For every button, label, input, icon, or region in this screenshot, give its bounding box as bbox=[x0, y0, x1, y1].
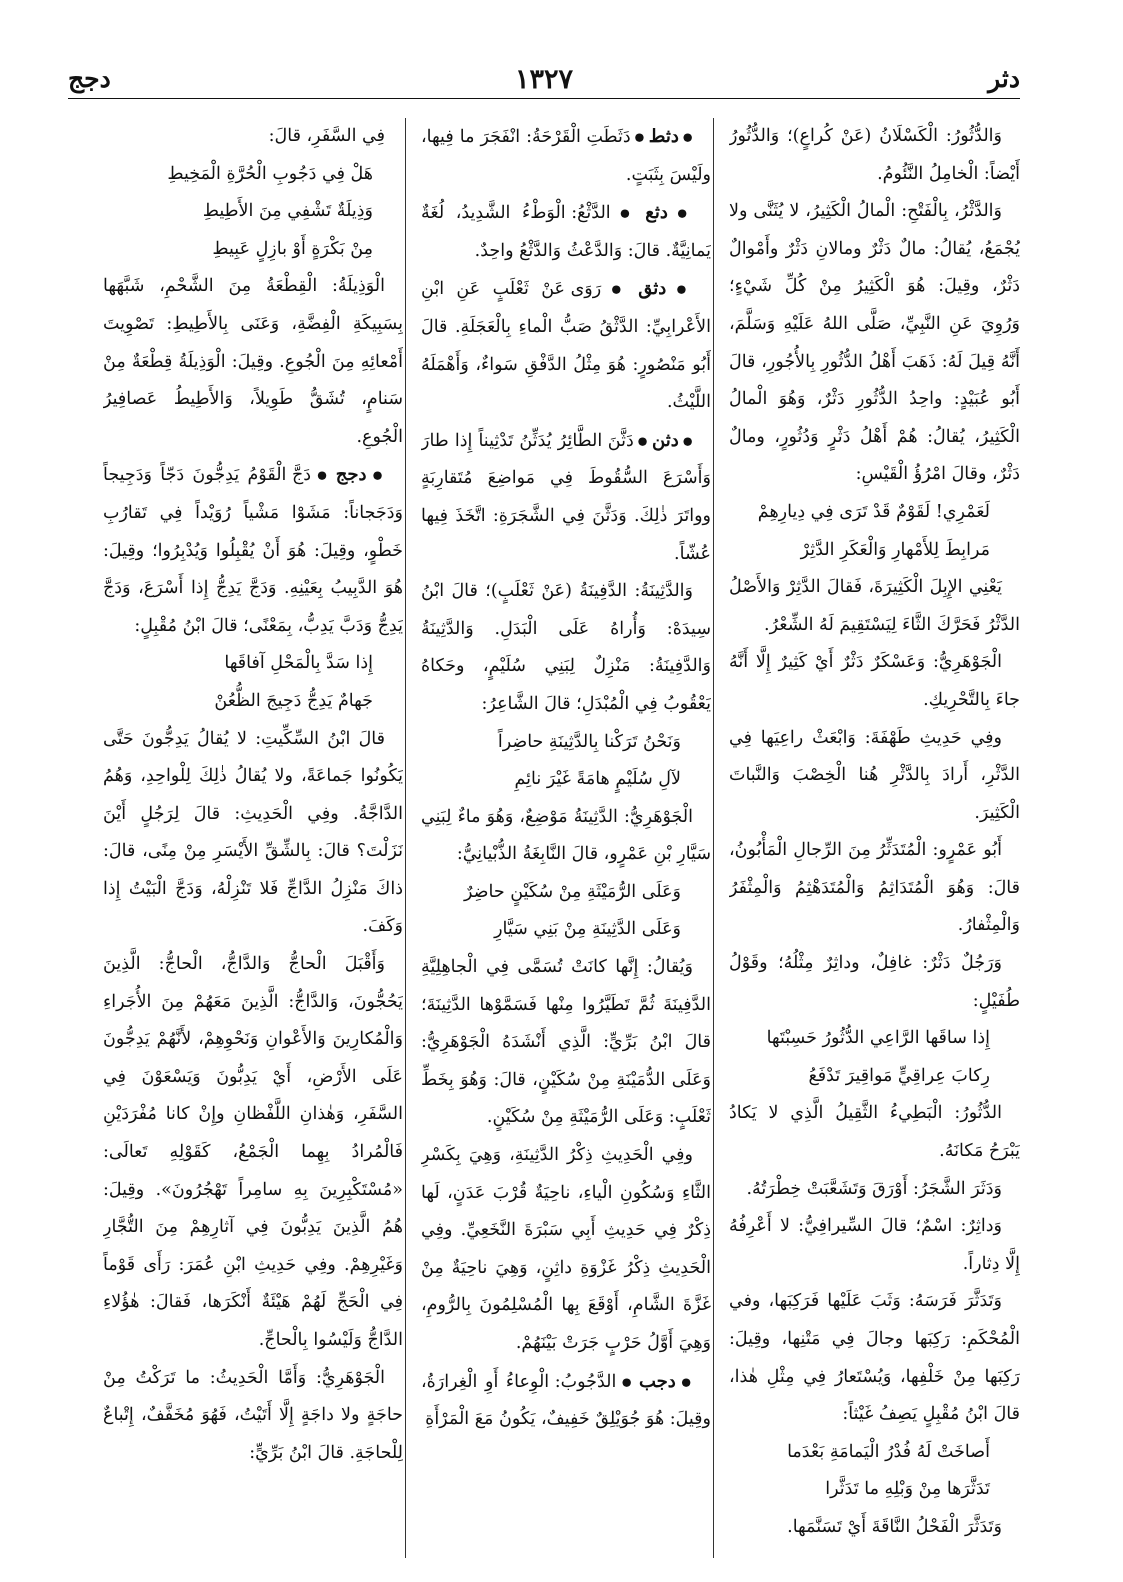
entry-marker-icon: ● bbox=[366, 469, 385, 483]
entry-marker-icon: ● bbox=[675, 1375, 693, 1389]
definition-paragraph: فِي السَّفَرِ، قالَ: bbox=[268, 126, 385, 146]
entry-separator-icon: ● bbox=[601, 283, 639, 297]
poetry-line: وَذِيلَةٌ تَشْفِي مِنَ الأَطِيطِ bbox=[202, 201, 373, 222]
definition-paragraph: وَالدَّثْرُ، بِالْفَتْحِ: الْمالُ الْكَثِيرُ، لا يُثَنَّى ولا يُجْمَعُ، يُقالُ: مالٌ دَثْرٌ ومالانِ دَثْرٌ وأَمْوالٌ دَثْرٌ، وقِيلَ: هُوَ الْكَثِيرُ مِنْ كُلِّ شَيْءٍ؛ وَرُوِيَ عَنِ النَّبِيِّ، صَلَّى اللهُ عَلَيْهِ وَسَلَّمَ، أَنَّهُ قِيلَ لَهُ: ذَهَبَ أَهْلُ الدُّثُورِ بِالأُجُورِ، قالَ أَبُو عُبَيْدٍ: واحِدُ الدُّثُورِ دَثْرٌ، وَهُوَ الْمالُ الْكَثِيرُ، يُقالُ: هُمْ أَهْلُ دَثْرٍ وَدُثُورٍ، ومالٌ دَثْرٌ، وقالَ امْرُؤُ الْقَيْسِ: bbox=[729, 201, 1020, 485]
page-header bbox=[68, 64, 1020, 100]
page-number: ١٣٢٧ bbox=[514, 64, 574, 95]
poetry-line: لآلِ سُلَيْمٍ هامَةً غَيْرَ نائِمِ bbox=[514, 769, 681, 790]
text-column-right bbox=[729, 118, 1020, 1558]
running-headword-left: دجج bbox=[68, 64, 111, 93]
entry-marker-icon: ● bbox=[666, 283, 693, 297]
definition-paragraph: وَداثِرٌ: اسْمٌ؛ قالَ السِّيرافِيُّ: لا أَعْرِفُهُ إِلَّا دِثاراً. bbox=[729, 1216, 1020, 1274]
entry-separator-icon: ● bbox=[630, 130, 649, 144]
entry-root-word: دثن bbox=[652, 429, 679, 451]
definition-paragraph: وَيُقالُ: إِنَّها كانَتْ تُسَمَّى فِي الْجاهِلِيَّةِ الدَّفِينَةَ ثُمَّ تَطَيَّرُوا مِنْها فَسَمَّوْها الدَّثِينَةَ؛ قالَ ابْنُ بَرِّيٍّ: الَّذِي أَنْشَدَهُ الْجَوْهَرِيُّ: وَعَلَى الدُّمَيْنَةِ مِنْ سُكَيْنٍ، قالَ: وَهُوَ بِخَطِّ ثَعْلَبٍ: وَعَلَى الرُّمَيْثَةِ مِنْ سُكَيْنٍ. bbox=[421, 957, 711, 1128]
poetry-line: لَعَمْرِي! لَقَوْمٌ قَدْ تَرَى فِي دِيارِهِمْ bbox=[757, 501, 990, 522]
poetry-line: هَلْ فِي دَجُوبِ الْحُرَّةِ الْمَخِيطِ bbox=[167, 163, 373, 184]
definition-paragraph: وَرَجُلٌ دَثْرٌ: غافِلٌ، وداثِرٌ مِثْلُهُ؛ وقَوْلُ طُفَيْلٍ: bbox=[729, 953, 1020, 1011]
header-rule bbox=[68, 98, 1020, 99]
definition-paragraph: وفِي الْحَدِيثِ ذِكْرُ الدَّثِينَةِ، وَهِيَ بِكَسْرِ الثَّاءِ وَسُكُونِ الْياءِ، ناحِيَةٌ قُرْبَ عَدَنٍ، لَها ذِكْرٌ فِي حَدِيثِ أَبِي سَبْرَةَ النَّخَعِيِّ. وفِي الْحَدِيثِ ذِكْرُ غَزْوَةِ داثِنٍ، وَهِيَ ناحِيَةٌ مِنْ غَزَّةَ الشَّامِ، أَوْقَعَ بِها الْمُسْلِمُونَ بِالرُّومِ، وَهِيَ أَوَّلُ حَرْبٍ جَرَتْ بَيْنَهُمْ. bbox=[421, 1145, 711, 1353]
entry-separator-icon: ● bbox=[311, 469, 336, 483]
poetry-line: رِكابَ عِراقِيٍّ مَواقِيرَ تَدْفَعُ bbox=[808, 1065, 990, 1086]
entry-root-word: دجج bbox=[335, 464, 367, 486]
entry-text: الدَّثْعُ: الْوَطْءُ الشَّدِيدُ، لُغَةٌ يَمانِيَّةٌ. قالَ: وَالدَّعْثُ وَالدَّثْعُ واحِدٌ. bbox=[421, 203, 711, 261]
column-separator-right bbox=[713, 118, 714, 1558]
poetry-line: أَصاخَتْ لَهُ فُدْرُ الْيَمامَةِ بَعْدَما bbox=[787, 1441, 990, 1462]
entry-root-word: دثق bbox=[638, 278, 667, 300]
dictionary-entry bbox=[103, 456, 403, 645]
definition-paragraph: الدُّثُورُ: الْبَطِيءُ الثَّقِيلُ الَّذِي لا يَكادُ يَبْرَحُ مَكانَهُ. bbox=[729, 1103, 1020, 1162]
definition-paragraph: وَتَدَثَّرَ الْفَحْلُ النَّاقَةَ أَيْ تَسَنَّمَها. bbox=[787, 1516, 1002, 1537]
definition-paragraph: الْوَذِيلَةُ: الْقِطْعَةُ مِنَ الشَّحْمِ، شَبَّهَها بِسَبِيكَةِ الْفِضَّةِ، وَعَنَى بِالأَطِيطِ: تَصْوِيتَ أَمْعائِهِ مِنَ الْجُوعِ. وقِيلَ: الْوَذِيلَةُ قِطْعَةٌ مِنْ سَنامٍ، تُشَقُّ طَوِيلاً، وَالأَطِيطُ عَصافِيرُ الْجُوعِ. bbox=[103, 276, 403, 447]
entry-separator-icon: ● bbox=[616, 1375, 639, 1389]
poetry-line: مَرابِطَ لِلأَمْهارِ وَالْعَكَرِ الدَّثِرْ bbox=[800, 539, 990, 560]
column-separator-left bbox=[405, 118, 406, 1558]
definition-paragraph: وَالدَّثِينَةُ: الدَّفِينَةُ (عَنْ ثَعْلَبٍ)؛ قالَ ابْنُ سِيدَهْ: وَأُراهُ عَلَى الْبَدَلِ. وَالدَّثِينَةُ وَالدَّفِينَةُ: مَنْزِلٌ لِبَنِي سُلَيْمٍ، وحَكاهُ يَعْقُوبُ فِي الْمُبْدَلِ؛ قالَ الشَّاعِرُ: bbox=[421, 581, 711, 714]
poetry-line: وَنَحْنُ تَرَكْنا بِالدَّثِينَةِ حاضِراً bbox=[497, 731, 681, 752]
dictionary-entry bbox=[421, 1363, 711, 1439]
definition-paragraph: وَتَدَثَّرَ فَرَسَهُ: وَثَبَ عَلَيْها فَرَكِبَها، وفي الْمُحْكَمِ: رَكِبَها وجالَ فِي مَتْنِها، وقِيلَ: رَكِبَها مِنْ خَلْفِها، وَيُسْتَعارُ فِي مِثْلِ هٰذا، قالَ ابْنُ مُقْبِلٍ يَصِفُ غَيْثاً: bbox=[729, 1291, 1020, 1425]
entry-root-word: دثط bbox=[648, 126, 679, 147]
entry-marker-icon: ● bbox=[678, 434, 693, 448]
definition-paragraph: وَأَقْبَلَ الْحاجُّ وَالدَّاجُّ، الْحاجُّ: الَّذِينَ يَحُجُّونَ، وَالدَّاجُّ: الَّذِينَ مَعَهُمْ مِنَ الأُجَراءِ وَالْمُكارِينَ وَالأَعْوانِ وَنَحْوِهِمْ، لأَنَّهُمْ يَدِجُّونَ عَلَى الأَرْضِ، أَيْ يَدِبُّونَ وَيَسْعَوْنَ فِي السَّفَرِ، وَهٰذانِ اللَّفْظانِ وإِنْ كانا مُفْرَدَيْنِ فَالْمُرادُ بِهِما الْجَمْعُ، كَقَوْلِهِ تَعالَى: «مُسْتَكْبِرِينَ بِهِ سامِراً تَهْجُرُونَ». وقِيلَ: هُمُ الَّذِينَ يَدِبُّونَ فِي آثارِهِمْ مِنَ التُّجَّارِ وَغَيْرِهِمْ. وفِي حَدِيثِ ابْنِ عُمَرَ: رَأَى قَوْماً فِي الْحَجِّ لَهُمْ هَيْئَةٌ أَنْكَرَها، فَقالَ: هٰؤُلاءِ الدَّاجُّ وَلَيْسُوا بِالْحاجِّ. bbox=[103, 954, 403, 1350]
entry-marker-icon: ● bbox=[667, 206, 693, 220]
text-column-middle bbox=[421, 118, 711, 1558]
poetry-line: تَدَثَّرَها مِنْ وَبْلِهِ ما تَدَثَّرا bbox=[825, 1479, 990, 1500]
entry-root-word: دثع bbox=[645, 202, 668, 224]
dictionary-entry bbox=[421, 270, 711, 421]
entry-root-word: دجب bbox=[639, 1370, 676, 1392]
running-headword-right: دثر bbox=[988, 64, 1020, 93]
poetry-line: جَهامٌ يَدِجُّ دَجِيجَ الظُّعُنْ bbox=[214, 690, 373, 711]
definition-paragraph: قالَ ابْنُ السِّكِّيتِ: لا يُقالُ يَدِجُّونَ حَتَّى يَكُونُوا جَماعَةً، ولا يُقالُ ذٰلِكَ لِلْواحِدِ، وَهُمُ الدَّاجَّةُ. وفِي الْحَدِيثِ: قالَ لِرَجُلٍ أَيْنَ نَزَلْتَ؟ قالَ: بِالشِّقِّ الأَيْسَرِ مِنْ مِنًى، قالَ: ذاكَ مَنْزِلُ الدَّاجِّ فَلا تَنْزِلْهُ، وَدَجَّ الْبَيْتُ إِذا وَكَفَ. bbox=[103, 728, 403, 937]
definition-paragraph: وَالدُّثُورُ: الْكَسْلَانُ (عَنْ كُراعٍ)؛ وَالدُّثُورُ أَيْضاً: الْخامِلُ النَّئُومُ. bbox=[729, 126, 1020, 184]
definition-paragraph: أَبُو عَمْرٍو: الْمُتَدَثِّرُ مِنَ الرِّجالِ الْمَأْبُونُ، قالَ: وَهُوَ الْمُتَدَاثِمُ وَالْمُتَدَهْثِمُ وَالْمِثْفَرُ وَالْمِثْفارُ. bbox=[729, 840, 1020, 936]
definition-paragraph: وفِي حَدِيثِ طَهْفَةَ: وَابْعَثْ راعِيَها فِي الدَّثْرِ، أَرادَ بِالدَّثْرِ هُنا الْخِصْبَ وَالنَّباتَ الْكَثِيرَ. bbox=[729, 727, 1020, 823]
entry-text: دَثَطَتِ الْقَرْحَةُ: انْفَجَرَ ما فِيها، ولَيْسَ بِثَبَتٍ. bbox=[421, 127, 711, 185]
dictionary-entry bbox=[421, 118, 711, 194]
entry-text: الدَّجُوبُ: الْوِعاءُ أَوِ الْغِرارَةُ، وقِيلَ: هُوَ جُوَيْلِقٌ خَفِيفٌ، يَكُونُ مَعَ الْمَرْأَةِ bbox=[421, 1371, 711, 1430]
definition-paragraph: الْجَوْهَرِيُّ: وَأَمَّا الْحَدِيثُ: ما تَرَكْتُ مِنْ حاجَةٍ ولا داجَةٍ إِلَّا أَتَيْتُ، فَهُوَ مُخَفَّفٌ، إِتْباعٌ لِلْحاجَةِ. قالَ ابْنُ بَرِّيٍّ: bbox=[103, 1367, 403, 1463]
definition-paragraph: يَعْنِي الإِبِلَ الْكَثِيرَةَ، فَقالَ الدَّثِرْ وَالأَصْلُ الدَّثْرُ فَحَرَّكَ الثَّاءَ لِيَسْتَقِيمَ لَهُ الشِّعْرُ. bbox=[729, 577, 1020, 635]
poetry-line: إِذا سَدَّ بِالْمَحْلِ آفاقَها bbox=[224, 653, 373, 674]
definition-paragraph: وَدَثَرَ الشَّجَرُ: أَوْرَقَ وَتَشَعَّبَتْ خِطْرَتُهُ. bbox=[746, 1178, 1002, 1199]
poetry-line: إِذا ساقَها الرَّاعِي الدُّثُورُ حَسِبْتَها bbox=[766, 1028, 990, 1049]
entry-separator-icon: ● bbox=[610, 206, 646, 220]
entry-text: دَثَّنَ الطَّائِرُ يُدَثِّنُ تَدْثِيناً إِذا طارَ وَأَسْرَعَ السُّقُوطَ فِي مَواضِعَ مُتَقارِبَةٍ وواتَرَ ذٰلِكَ. وَدَثَّنَ فِي الشَّجَرَةِ: اتَّخَذَ فِيها عُشّاً. bbox=[421, 430, 711, 564]
entry-marker-icon: ● bbox=[678, 130, 693, 144]
text-column-left bbox=[103, 118, 403, 1558]
poetry-line: وَعَلَى الرُّمَيْثَةِ مِنْ سُكَيْنٍ حاضِرٌ bbox=[464, 881, 681, 902]
dictionary-entry bbox=[421, 194, 711, 270]
entry-text: دَجَّ الْقَوْمُ يَدِجُّونَ دَجّاً وَدَجِيجاً وَدَجَجاناً: مَشَوْا مَشْياً رُوَيْداً فِي تَقارُبِ خَطْوٍ، وقِيلَ: هُوَ أَنْ يُقْبِلُوا وَيُدْبِرُوا؛ وقِيلَ: هُوَ الدَّبِيبُ بِعَيْنِهِ. وَدَجَّ يَدِجُّ إِذا أَسْرَعَ، وَدَجَّ يَدِجُّ وَدَبَّ يَدِبُّ، بِمَعْنًى؛ قالَ ابْنُ مُقْبِلٍ: bbox=[103, 465, 403, 636]
poetry-line: وَعَلَى الدَّثِينَةِ مِنْ بَنِي سَيَّارِ bbox=[494, 919, 681, 940]
entry-separator-icon: ● bbox=[633, 434, 653, 448]
definition-paragraph: الْجَوْهَرِيُّ: الدَّثِينَةُ مَوْضِعٌ، وَهُوَ ماءٌ لِبَنِي سَيَّارِ بْنِ عَمْرٍو، قالَ النَّابِغَةُ الذُّبْيانِيُّ: bbox=[421, 806, 711, 865]
dictionary-entry bbox=[421, 422, 711, 573]
definition-paragraph: الْجَوْهَرِيُّ: وَعَسْكَرٌ دَثْرٌ أَيْ كَثِيرٌ إِلَّا أَنَّهُ جاءَ بِالتَّحْرِيكِ. bbox=[729, 652, 1020, 710]
poetry-line: مِنْ بَكْرَةٍ أَوْ بازِلٍ عَبِيطِ bbox=[212, 238, 373, 259]
entry-text: رَوَى عَنْ ثَعْلَبٍ عَنِ ابْنِ الأَعْرابِيِّ: الدَّثْقُ صَبُّ الْماءِ بِالْعَجَلَةِ. قالَ أَبُو مَنْصُورٍ: هُوَ مِثْلُ الدَّفْقِ سَواءٌ، وَأَهْمَلَهُ اللَّيْثُ. bbox=[421, 279, 711, 413]
